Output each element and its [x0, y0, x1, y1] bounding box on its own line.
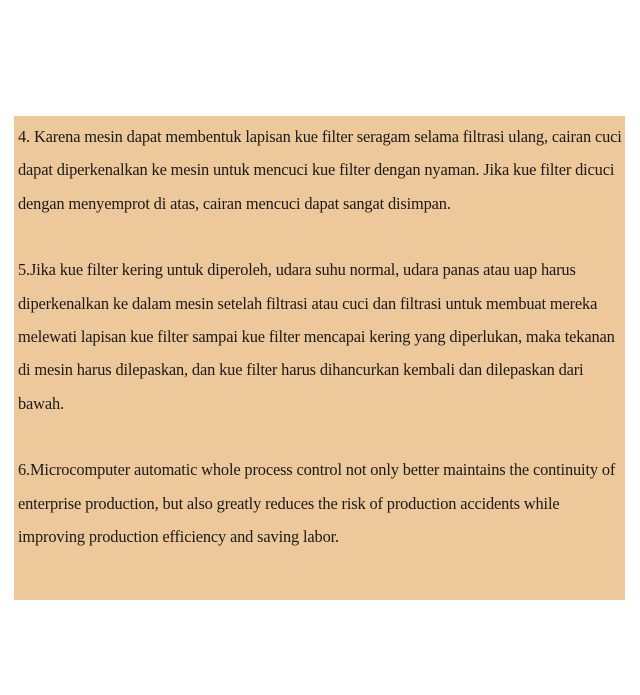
paragraph-4: 4. Karena mesin dapat membentuk lapisan kue filter seragam selama filtrasi ulang, cairan cuci dapat diperkenalkan ke mesin untuk mencuci kue filter dengan nyaman. Jika kue filter dicuci dengan menyemprot di atas, cairan mencuci dapat sangat disimpan. [18, 127, 622, 213]
text-panel [14, 116, 625, 600]
paragraph-6: 6.Microcomputer automatic whole process control not only better maintains the continuity of enterprise production, but also greatly reduces the risk of production accidents while improving production efficiency and saving labor. [18, 460, 616, 547]
paragraph-5: 5.Jika kue filter kering untuk diperoleh, udara suhu normal, udara panas atau uap harus diperkenalkan ke dalam mesin setelah filtrasi atau cuci dan filtrasi untuk membuat mereka melewati lapisan kue filter sampai kue filter mencapai kering yang diperlukan, maka tekanan di mesin harus dilepaskan, dan kue filter harus dihancurkan kembali dan dilepaskan dari bawah. [18, 260, 615, 413]
